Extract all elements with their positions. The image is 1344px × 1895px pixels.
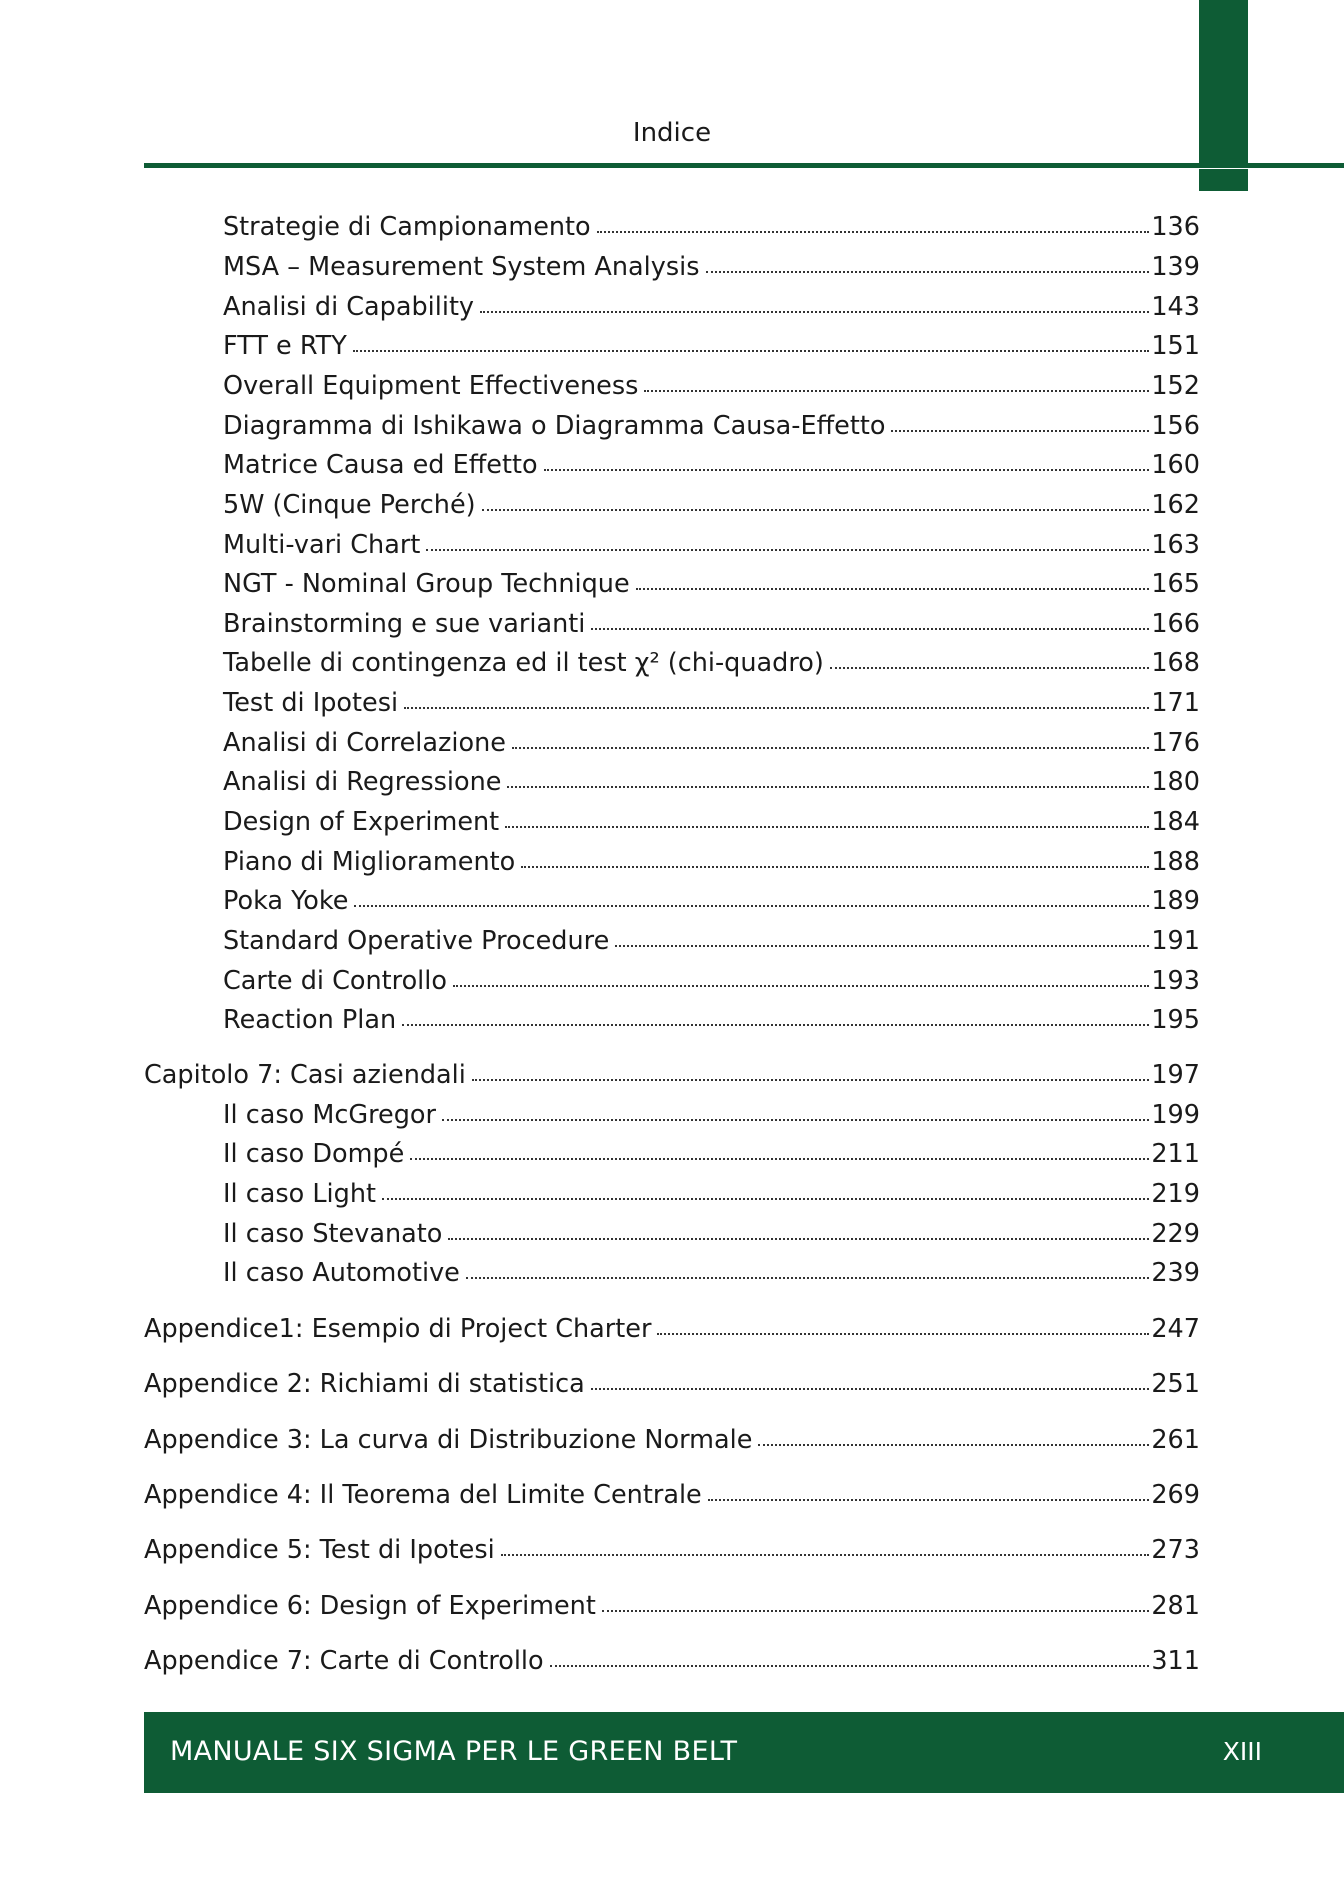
dot-leader [544, 467, 1150, 471]
page-title: Indice [632, 118, 712, 148]
toc-entry-title: Appendice1: Esempio di Project Charter [144, 1314, 652, 1344]
toc-entry-page: 195 [1151, 1005, 1200, 1035]
toc-entry-title: Matrice Causa ed Effetto [223, 450, 538, 480]
toc-entry-page: 199 [1151, 1100, 1200, 1130]
toc-entry-title: Analisi di Capability [223, 292, 475, 322]
toc-entry-page: 211 [1151, 1139, 1200, 1169]
toc-entry-title: Appendice 4: Il Teorema del Limite Centrale [144, 1480, 702, 1510]
toc-entry[interactable] [223, 844, 1200, 880]
toc-entry-title: Il caso Stevanato [223, 1219, 443, 1249]
toc-entry-page: 168 [1151, 648, 1200, 678]
toc-entry-title: Analisi di Correlazione [223, 728, 506, 758]
toc-entry-title: Il caso Dompé [223, 1139, 405, 1169]
toc-entry[interactable] [223, 645, 1200, 681]
toc-entry-page: 273 [1151, 1535, 1200, 1565]
dot-leader [442, 1117, 1149, 1121]
toc-entry[interactable] [223, 685, 1200, 721]
green-tab-top [1199, 0, 1248, 163]
toc-entry-title: Capitolo 7: Casi aziendali [144, 1060, 466, 1090]
dot-leader [521, 864, 1149, 868]
toc-entry-title: Tabelle di contingenza ed il test χ² (chi-quadro) [223, 648, 824, 678]
dot-leader [507, 784, 1149, 788]
toc-entry[interactable] [223, 487, 1200, 523]
dot-leader [706, 269, 1150, 273]
dot-leader [636, 586, 1150, 590]
toc-entry-page: 151 [1151, 331, 1200, 361]
toc-entry[interactable] [223, 606, 1200, 642]
toc-entry-title: Il caso Automotive [223, 1258, 460, 1288]
dot-leader [657, 1331, 1149, 1335]
toc-entry-page: 239 [1151, 1258, 1200, 1288]
dot-leader [354, 903, 1149, 907]
toc-entry[interactable] [223, 447, 1200, 483]
toc-entry-page: 163 [1151, 530, 1200, 560]
toc-entry-title: MSA – Measurement System Analysis [223, 252, 700, 282]
toc-entry[interactable] [223, 408, 1200, 444]
toc-entry-page: 166 [1151, 609, 1200, 639]
toc-entry-page: 251 [1151, 1369, 1200, 1399]
dot-leader [505, 824, 1149, 828]
toc-entry-page: 184 [1151, 807, 1200, 837]
dot-leader [448, 1236, 1149, 1240]
toc-entry-title: 5W (Cinque Perché) [223, 490, 476, 520]
toc-entry-page: 162 [1151, 490, 1200, 520]
toc-entry-page: 193 [1151, 966, 1200, 996]
dot-leader [591, 626, 1149, 630]
toc-entry-title: Multi-vari Chart [223, 530, 421, 560]
toc-entry-page: 139 [1151, 252, 1200, 282]
toc-entry-title: Diagramma di Ishikawa o Diagramma Causa-Effetto [223, 411, 886, 441]
toc-entry-title: Appendice 2: Richiami di statistica [144, 1369, 585, 1399]
dot-leader [453, 983, 1149, 987]
toc-entry[interactable] [223, 1216, 1200, 1252]
dot-leader [410, 1156, 1149, 1160]
dot-leader [550, 1663, 1150, 1667]
toc-entry-page: 261 [1151, 1425, 1200, 1455]
toc-entry-title: Appendice 3: La curva di Distribuzione Normale [144, 1425, 753, 1455]
toc-entry-page: 281 [1151, 1591, 1200, 1621]
toc-entry-page: 152 [1151, 371, 1200, 401]
toc-entry[interactable] [223, 1136, 1200, 1172]
toc-entry[interactable] [223, 1176, 1200, 1212]
toc-entry-title: Overall Equipment Effectiveness [223, 371, 639, 401]
toc-entry-page: 176 [1151, 728, 1200, 758]
page-number: XIII [1222, 1737, 1262, 1766]
dot-leader [758, 1442, 1149, 1446]
toc-entry-page: 180 [1151, 767, 1200, 797]
dot-leader [472, 1077, 1149, 1081]
dot-leader [591, 1386, 1150, 1390]
toc-entry[interactable] [223, 289, 1200, 325]
toc-appendix-entry[interactable] [144, 1588, 1200, 1624]
toc-entry[interactable] [223, 249, 1200, 285]
header-rule [144, 163, 1344, 168]
dot-leader [512, 745, 1149, 749]
dot-leader [708, 1497, 1150, 1501]
dot-leader [404, 705, 1149, 709]
dot-leader [597, 229, 1150, 233]
footer-bar [144, 1712, 1344, 1793]
dot-leader [480, 309, 1149, 313]
toc-entry-title: Reaction Plan [223, 1005, 397, 1035]
toc-chapter-entry[interactable] [144, 1057, 1200, 1093]
toc-appendix-entry[interactable] [144, 1422, 1200, 1458]
dot-leader [615, 943, 1149, 947]
dot-leader [382, 1196, 1149, 1200]
dot-leader [830, 665, 1150, 669]
toc-entry[interactable] [223, 527, 1200, 563]
toc-entry-title: Standard Operative Procedure [223, 926, 610, 956]
toc-entry-title: Appendice 6: Design of Experiment [144, 1591, 596, 1621]
dot-leader [602, 1608, 1149, 1612]
toc-entry-page: 269 [1151, 1480, 1200, 1510]
dot-leader [501, 1552, 1150, 1556]
toc-entry-page: 219 [1151, 1179, 1200, 1209]
toc-entry-page: 311 [1151, 1646, 1200, 1676]
toc-entry[interactable] [223, 1097, 1200, 1133]
toc-appendix-entry[interactable] [144, 1643, 1200, 1679]
toc-entry-title: Brainstorming e sue varianti [223, 609, 586, 639]
toc-entry-page: 247 [1151, 1314, 1200, 1344]
toc-entry-title: Appendice 5: Test di Ipotesi [144, 1535, 495, 1565]
toc-entry-page: 136 [1151, 212, 1200, 242]
dot-leader [644, 388, 1149, 392]
toc-entry-page: 143 [1151, 292, 1200, 322]
toc-entry[interactable] [223, 804, 1200, 840]
toc-entry-page: 165 [1151, 569, 1200, 599]
toc-appendix-entry[interactable] [144, 1366, 1200, 1402]
toc-entry[interactable] [223, 1255, 1200, 1291]
toc-entry-title: Carte di Controllo [223, 966, 447, 996]
toc-entry-title: Poka Yoke [223, 886, 349, 916]
toc-appendix-entry[interactable] [144, 1311, 1200, 1347]
dot-leader [891, 428, 1149, 432]
toc-entry[interactable] [223, 764, 1200, 800]
toc-entry[interactable] [223, 923, 1200, 959]
toc-entry[interactable] [223, 566, 1200, 602]
toc-entry-title: FTT e RTY [223, 331, 347, 361]
green-tab-bottom [1199, 169, 1248, 191]
toc-entry-page: 229 [1151, 1219, 1200, 1249]
toc-entry-title: Strategie di Campionamento [223, 212, 591, 242]
dot-leader [466, 1275, 1149, 1279]
toc-entry-page: 156 [1151, 411, 1200, 441]
dot-leader [482, 507, 1150, 511]
toc-entry-title: Il caso McGregor [223, 1100, 437, 1130]
toc-entry-page: 171 [1151, 688, 1200, 718]
toc-entry-title: Piano di Miglioramento [223, 847, 516, 877]
toc-entry[interactable] [223, 963, 1200, 999]
dot-leader [402, 1022, 1149, 1026]
toc-entry-title: Il caso Light [223, 1179, 376, 1209]
dot-leader [353, 348, 1149, 352]
toc-appendix-entry[interactable] [144, 1477, 1200, 1513]
toc-entry-page: 160 [1151, 450, 1200, 480]
dot-leader [426, 547, 1149, 551]
toc-entry-page: 197 [1151, 1060, 1200, 1090]
toc-entry-title: Design of Experiment [223, 807, 500, 837]
book-title: MANUALE SIX SIGMA PER LE GREEN BELT [170, 1736, 738, 1767]
toc-entry[interactable] [223, 328, 1200, 364]
toc-entry[interactable] [223, 368, 1200, 404]
toc-entry-title: Analisi di Regressione [223, 767, 502, 797]
toc-entry[interactable] [223, 209, 1200, 245]
toc-entry-page: 191 [1151, 926, 1200, 956]
toc-entry[interactable] [223, 1002, 1200, 1038]
toc-entry-page: 188 [1151, 847, 1200, 877]
toc-entry-page: 189 [1151, 886, 1200, 916]
toc-entry-title: NGT - Nominal Group Technique [223, 569, 630, 599]
toc-entry-title: Test di Ipotesi [223, 688, 399, 718]
toc-entry-title: Appendice 7: Carte di Controllo [144, 1646, 544, 1676]
toc-appendix-entry[interactable] [144, 1532, 1200, 1568]
toc-entry[interactable] [223, 725, 1200, 761]
toc-entry[interactable] [223, 883, 1200, 919]
